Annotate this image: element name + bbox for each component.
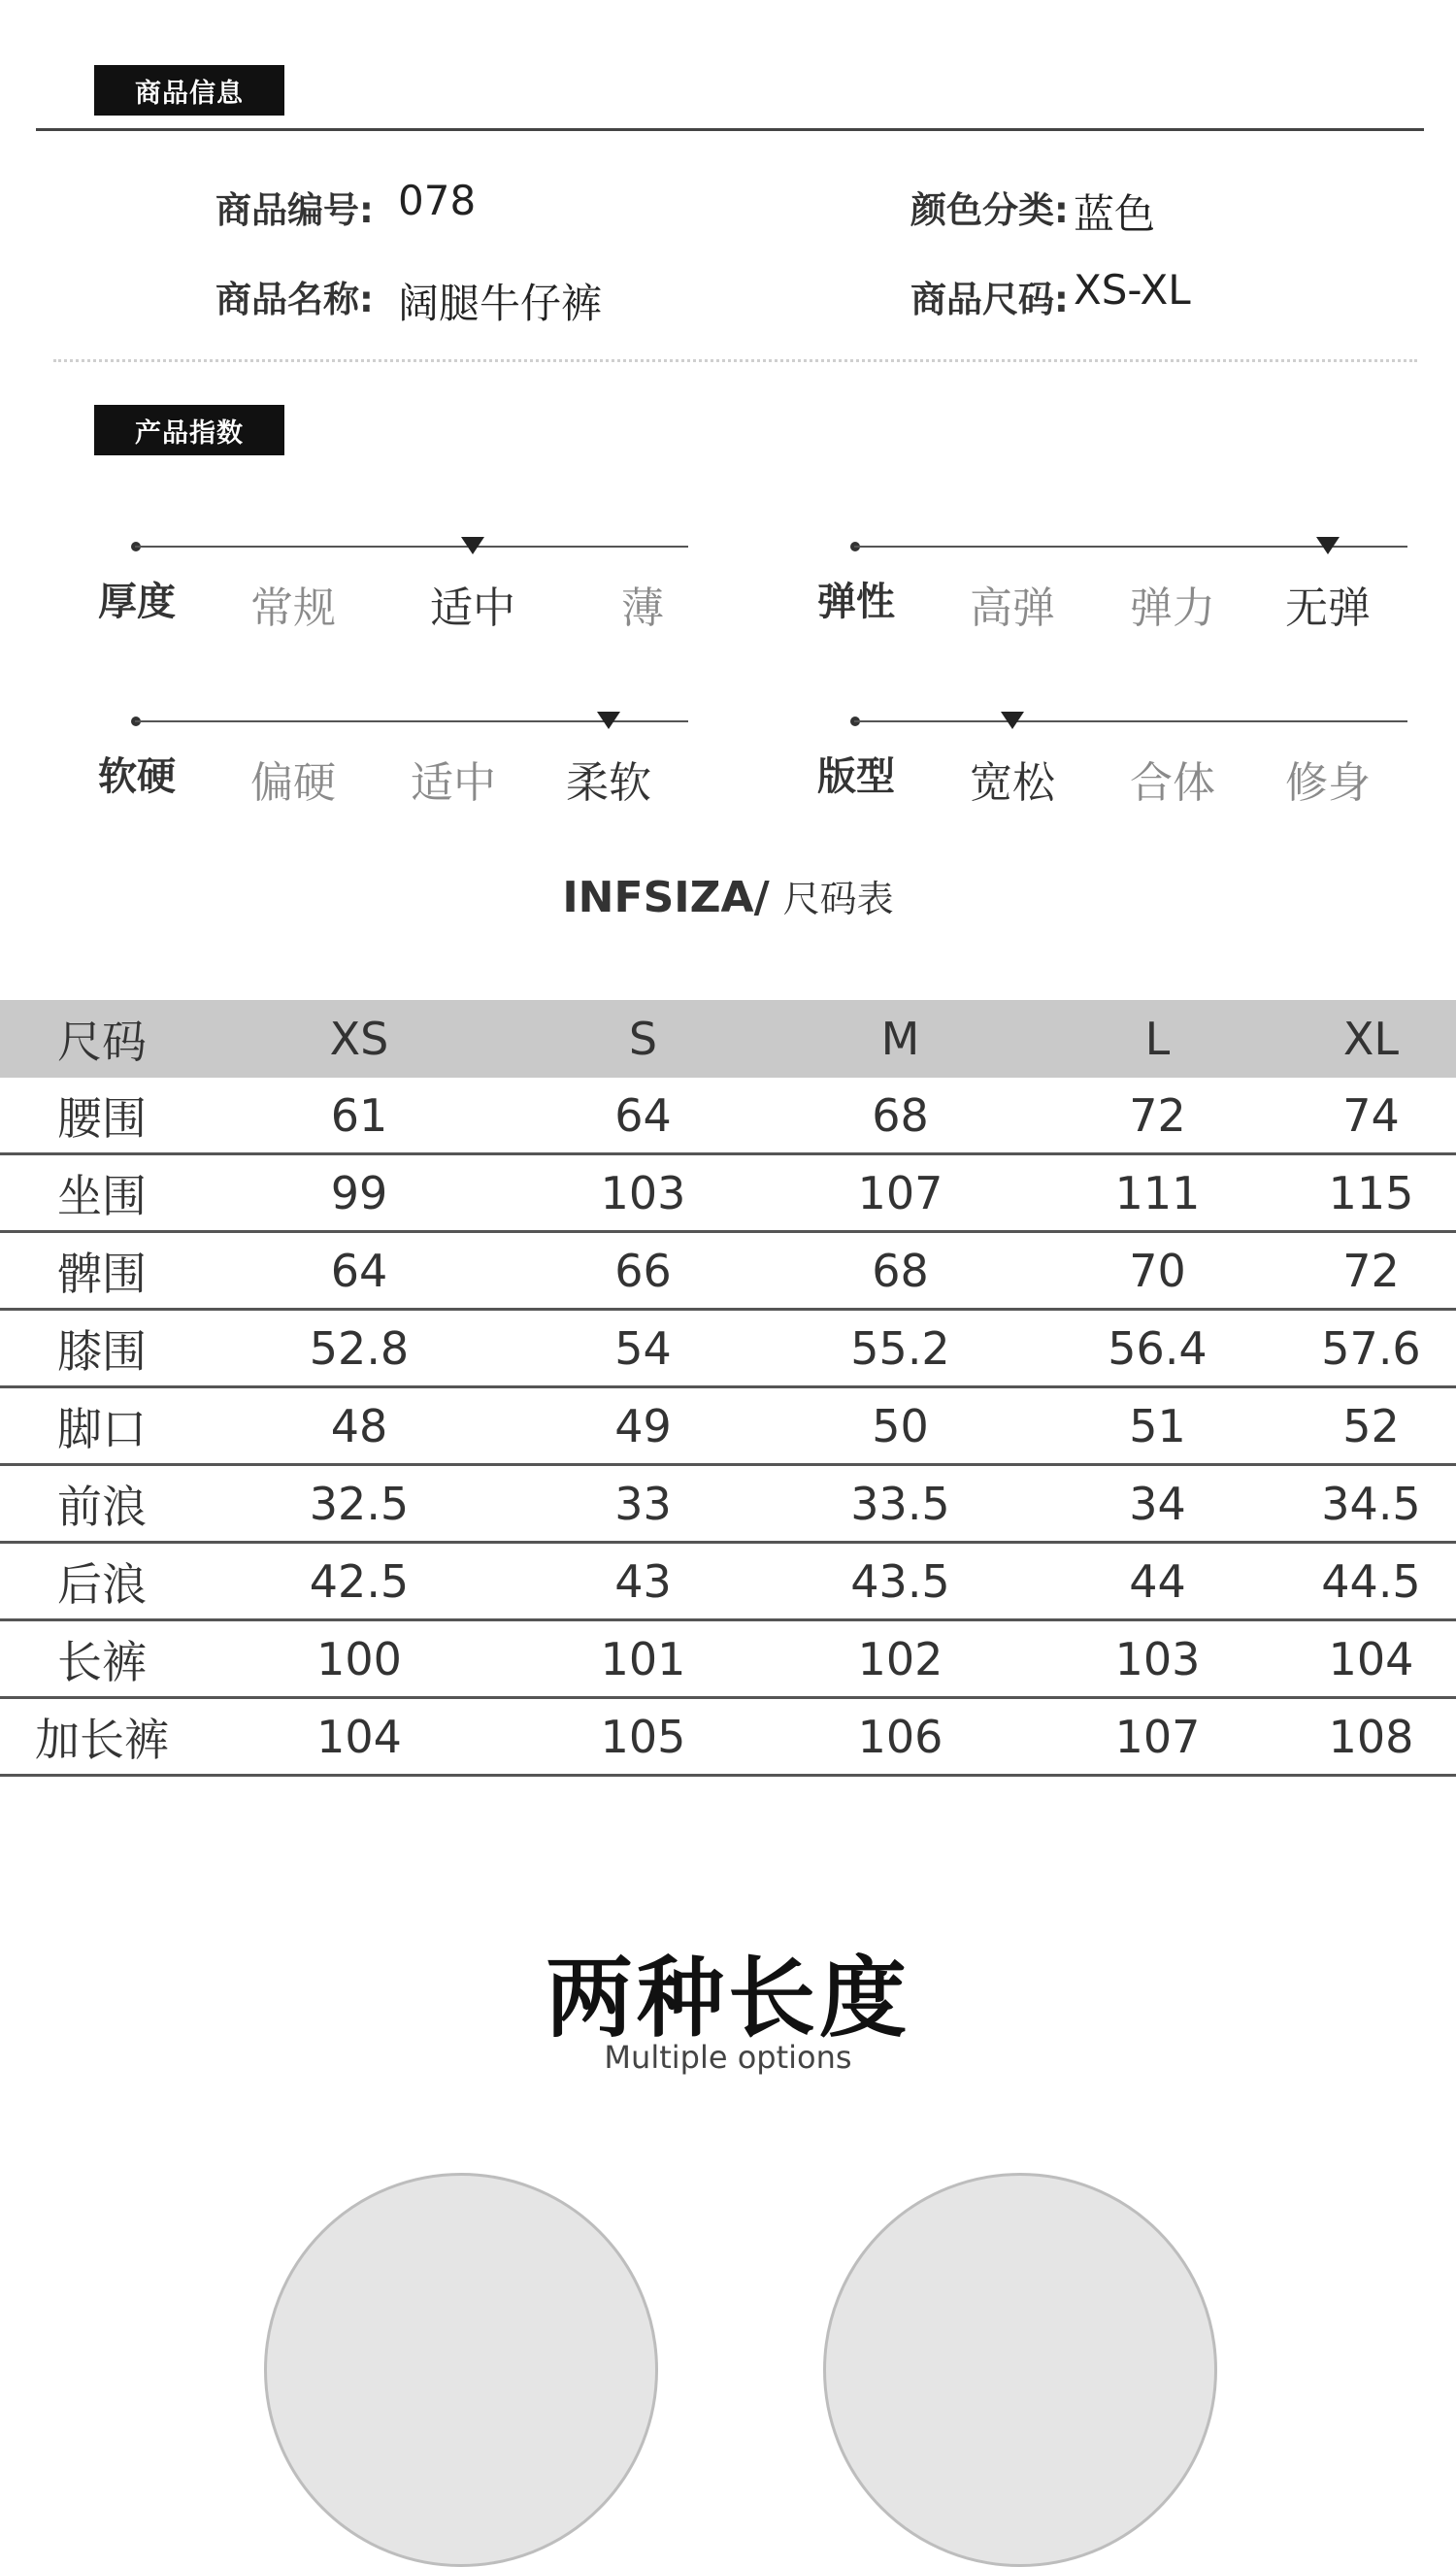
measurement-value-cell: 61	[204, 1078, 514, 1154]
scale-selected-marker	[1316, 537, 1340, 554]
table-row	[0, 1543, 1456, 1620]
size-header-cell: L	[1029, 1000, 1286, 1078]
size-header-cell: 尺码	[0, 1000, 204, 1078]
product-info-divider	[36, 128, 1424, 131]
table-row	[0, 1232, 1456, 1310]
measurement-value-cell: 105	[514, 1698, 772, 1776]
scale-name: 弹性	[817, 580, 895, 624]
scale-0	[94, 524, 696, 670]
measurement-name-cell: 脚口	[0, 1387, 204, 1465]
scale-option: 高弹	[970, 583, 1055, 633]
measurement-value-cell: 103	[514, 1154, 772, 1232]
scale-option: 柔软	[566, 758, 651, 808]
size-header-cell: M	[772, 1000, 1029, 1078]
measurement-value-cell: 32.5	[204, 1465, 514, 1543]
measurement-value-cell: 111	[1029, 1154, 1286, 1232]
scale-track	[854, 720, 1407, 722]
size-chart-table	[0, 1000, 1456, 1777]
measurement-value-cell: 68	[772, 1078, 1029, 1154]
measurement-value-cell: 103	[1029, 1620, 1286, 1698]
scale-name: 版型	[817, 754, 895, 799]
table-row	[0, 1698, 1456, 1776]
product-info-tag: 商品信息	[94, 65, 284, 116]
scale-selected-marker	[597, 712, 620, 729]
scale-name: 软硬	[98, 754, 176, 799]
scale-option: 无弹	[1285, 583, 1371, 633]
scale-option: 适中	[430, 583, 515, 633]
measurement-value-cell: 57.6	[1286, 1310, 1456, 1387]
measurement-value-cell: 106	[772, 1698, 1029, 1776]
measurement-value-cell: 107	[772, 1154, 1029, 1232]
measurement-value-cell: 33.5	[772, 1465, 1029, 1543]
measurement-value-cell: 54	[514, 1310, 772, 1387]
measurement-name-cell: 腰围	[0, 1078, 204, 1154]
scale-selected-marker	[1001, 712, 1024, 729]
measurement-value-cell: 44	[1029, 1543, 1286, 1620]
measurement-value-cell: 48	[204, 1387, 514, 1465]
scale-track	[135, 546, 688, 548]
table-row	[0, 1387, 1456, 1465]
measurement-value-cell: 49	[514, 1387, 772, 1465]
measurement-value-cell: 70	[1029, 1232, 1286, 1310]
measurement-value-cell: 50	[772, 1387, 1029, 1465]
scale-option: 薄	[621, 583, 664, 633]
scale-option: 弹力	[1130, 583, 1215, 633]
size-chart-title-text: 尺码表	[782, 878, 894, 920]
size-header-cell: XL	[1286, 1000, 1456, 1078]
measurement-value-cell: 33	[514, 1465, 772, 1543]
measurement-value-cell: 44.5	[1286, 1543, 1456, 1620]
two-lengths-title: 两种长度	[546, 1948, 910, 2050]
size-chart-header-row	[0, 1000, 1456, 1078]
table-row	[0, 1310, 1456, 1387]
measurement-value-cell: 55.2	[772, 1310, 1029, 1387]
measurement-value-cell: 43.5	[772, 1543, 1029, 1620]
measurement-name-cell: 坐围	[0, 1154, 204, 1232]
measurement-value-cell: 100	[204, 1620, 514, 1698]
measurement-name-cell: 加长裤	[0, 1698, 204, 1776]
measurement-name-cell: 前浪	[0, 1465, 204, 1543]
measurement-name-cell: 后浪	[0, 1543, 204, 1620]
scale-option: 宽松	[970, 758, 1055, 808]
two-lengths-subtitle: Multiple options	[604, 2039, 852, 2076]
measurement-value-cell: 51	[1029, 1387, 1286, 1465]
scale-selected-marker	[461, 537, 484, 554]
measurement-value-cell: 107	[1029, 1698, 1286, 1776]
table-row	[0, 1465, 1456, 1543]
measurement-value-cell: 66	[514, 1232, 772, 1310]
product-number-value: 078	[398, 177, 477, 224]
measurement-value-cell: 104	[204, 1698, 514, 1776]
measurement-name-cell: 膝围	[0, 1310, 204, 1387]
length-option-circle-left	[264, 2173, 658, 2567]
measurement-value-cell: 68	[772, 1232, 1029, 1310]
scale-option: 合体	[1130, 758, 1215, 808]
scale-1	[813, 524, 1415, 670]
product-name-label: 商品名称:	[215, 279, 374, 320]
measurement-value-cell: 52	[1286, 1387, 1456, 1465]
product-size-label: 商品尺码:	[910, 279, 1069, 320]
scale-option: 偏硬	[250, 758, 336, 808]
measurement-value-cell: 64	[204, 1232, 514, 1310]
color-category-label: 颜色分类:	[910, 189, 1069, 231]
measurement-value-cell: 56.4	[1029, 1310, 1286, 1387]
scale-option: 适中	[411, 758, 496, 808]
scale-option: 修身	[1285, 758, 1371, 808]
color-category-value: 蓝色	[1074, 190, 1156, 238]
table-row	[0, 1078, 1456, 1154]
length-option-circle-right	[823, 2173, 1217, 2567]
measurement-value-cell: 64	[514, 1078, 772, 1154]
table-row	[0, 1154, 1456, 1232]
product-number-label: 商品编号:	[215, 189, 374, 231]
measurement-name-cell: 长裤	[0, 1620, 204, 1698]
product-name-value: 阔腿牛仔裤	[398, 280, 603, 327]
scale-option: 常规	[250, 583, 336, 633]
measurement-value-cell: 115	[1286, 1154, 1456, 1232]
product-index-tag: 产品指数	[94, 405, 284, 455]
measurement-value-cell: 101	[514, 1620, 772, 1698]
scale-name: 厚度	[98, 580, 176, 624]
size-header-cell: S	[514, 1000, 772, 1078]
measurement-value-cell: 99	[204, 1154, 514, 1232]
measurement-value-cell: 34.5	[1286, 1465, 1456, 1543]
measurement-value-cell: 108	[1286, 1698, 1456, 1776]
scale-2	[94, 699, 696, 845]
measurement-value-cell: 104	[1286, 1620, 1456, 1698]
measurement-name-cell: 髀围	[0, 1232, 204, 1310]
measurement-value-cell: 42.5	[204, 1543, 514, 1620]
table-row	[0, 1620, 1456, 1698]
measurement-value-cell: 72	[1029, 1078, 1286, 1154]
measurement-value-cell: 34	[1029, 1465, 1286, 1543]
measurement-value-cell: 72	[1286, 1232, 1456, 1310]
measurement-value-cell: 74	[1286, 1078, 1456, 1154]
measurement-value-cell: 43	[514, 1543, 772, 1620]
size-chart-title	[0, 869, 1456, 922]
measurement-value-cell: 102	[772, 1620, 1029, 1698]
scale-3	[813, 699, 1415, 845]
dotted-divider	[53, 359, 1417, 362]
size-header-cell: XS	[204, 1000, 514, 1078]
measurement-value-cell: 52.8	[204, 1310, 514, 1387]
product-size-value: XS-XL	[1074, 266, 1191, 314]
size-chart-brand: INFSIZA/	[562, 873, 770, 922]
